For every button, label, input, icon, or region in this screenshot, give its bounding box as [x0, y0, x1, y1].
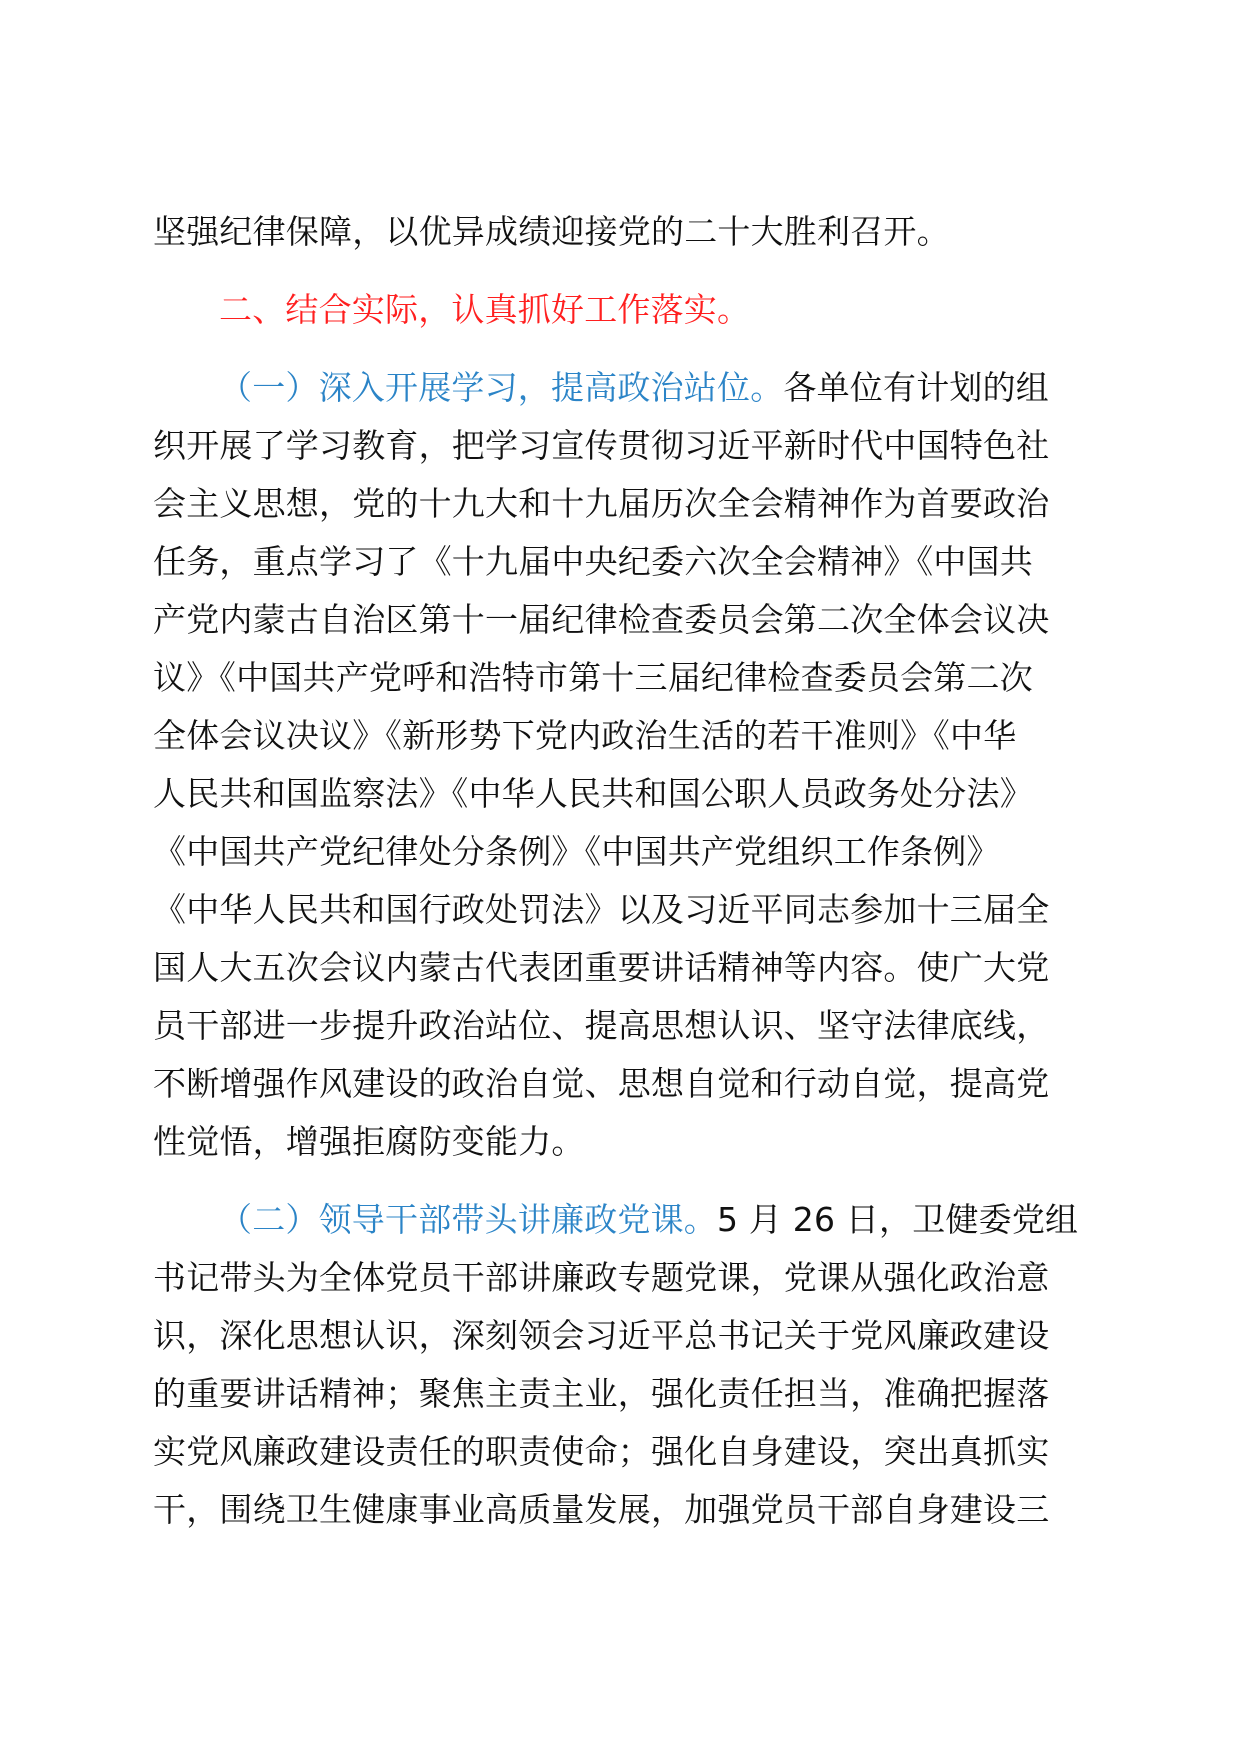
- paragraph-line: 织开展了学习教育，把学习宣传贯彻习近平新时代中国特色社: [153, 426, 1050, 465]
- paragraph-study: [153, 359, 1093, 1171]
- paragraph-lecture: [153, 1191, 1093, 1539]
- subheading-lecture: （二）领导干部带头讲廉政党课。: [219, 1200, 717, 1239]
- paragraph-line: 会主义思想，党的十九大和十九届历次全会精神作为首要政治: [153, 484, 1050, 523]
- paragraph-text: 各单位有计划的组: [783, 368, 1050, 407]
- paragraph-line: 《中华人民共和国行政处罚法》以及习近平同志参加十三届全: [153, 890, 1050, 929]
- paragraph-line: 性觉悟，增强拒腐防变能力。: [153, 1122, 585, 1161]
- paragraph-line: 员干部进一步提升政治站位、提高思想认识、坚守法律底线，: [153, 1006, 1050, 1045]
- paragraph-line: 议》《中国共产党呼和浩特市第十三届纪律检查委员会第二次: [153, 658, 1033, 697]
- subheading-study: （一）深入开展学习，提高政治站位。: [219, 368, 784, 407]
- paragraph-line: 书记带头为全体党员干部讲廉政专题党课，党课从强化政治意: [153, 1258, 1050, 1297]
- paragraph-first-line: [153, 1191, 1093, 1249]
- continuation-line: 坚强纪律保障，以优异成绩迎接党的二十大胜利召开。: [153, 212, 950, 251]
- paragraph-line: 的重要讲话精神；聚焦主责主业，强化责任担当，准确把握落: [153, 1374, 1050, 1413]
- paragraph-first-line: [153, 359, 1093, 417]
- paragraph-gap: [153, 261, 1093, 281]
- paragraph-line: 不断增强作风建设的政治自觉、思想自觉和行动自觉，提高党: [153, 1064, 1050, 1103]
- paragraph-gap: [153, 1171, 1093, 1191]
- paragraph-line: 实党风廉政建设责任的职责使命；强化自身建设，突出真抓实: [153, 1432, 1050, 1471]
- paragraph-line: 任务，重点学习了《十九届中央纪委六次全会精神》《中国共: [153, 542, 1033, 581]
- paragraph-text: 5 月 26 日，卫健委党组: [717, 1200, 1079, 1239]
- paragraph-line: 人民共和国监察法》《中华人民共和国公职人员政务处分法》: [153, 774, 1033, 813]
- paragraph-line: 《中国共产党纪律处分条例》《中国共产党组织工作条例》: [153, 832, 1000, 871]
- section-heading: 二、结合实际，认真抓好工作落实。: [219, 290, 751, 329]
- paragraph-line: 干，围绕卫生健康事业高质量发展，加强党员干部自身建设三: [153, 1490, 1050, 1529]
- paragraph-line: 全体会议决议》《新形势下党内政治生活的若干准则》《中华: [153, 716, 1017, 755]
- paragraph-gap: [153, 339, 1093, 359]
- document-body: [153, 203, 1093, 1539]
- paragraph-line: 识，深化思想认识，深刻领会习近平总书记关于党风廉政建设: [153, 1316, 1050, 1355]
- paragraph-line: 产党内蒙古自治区第十一届纪律检查委员会第二次全体会议决: [153, 600, 1050, 639]
- paragraph-line: 国人大五次会议内蒙古代表团重要讲话精神等内容。使广大党: [153, 948, 1050, 987]
